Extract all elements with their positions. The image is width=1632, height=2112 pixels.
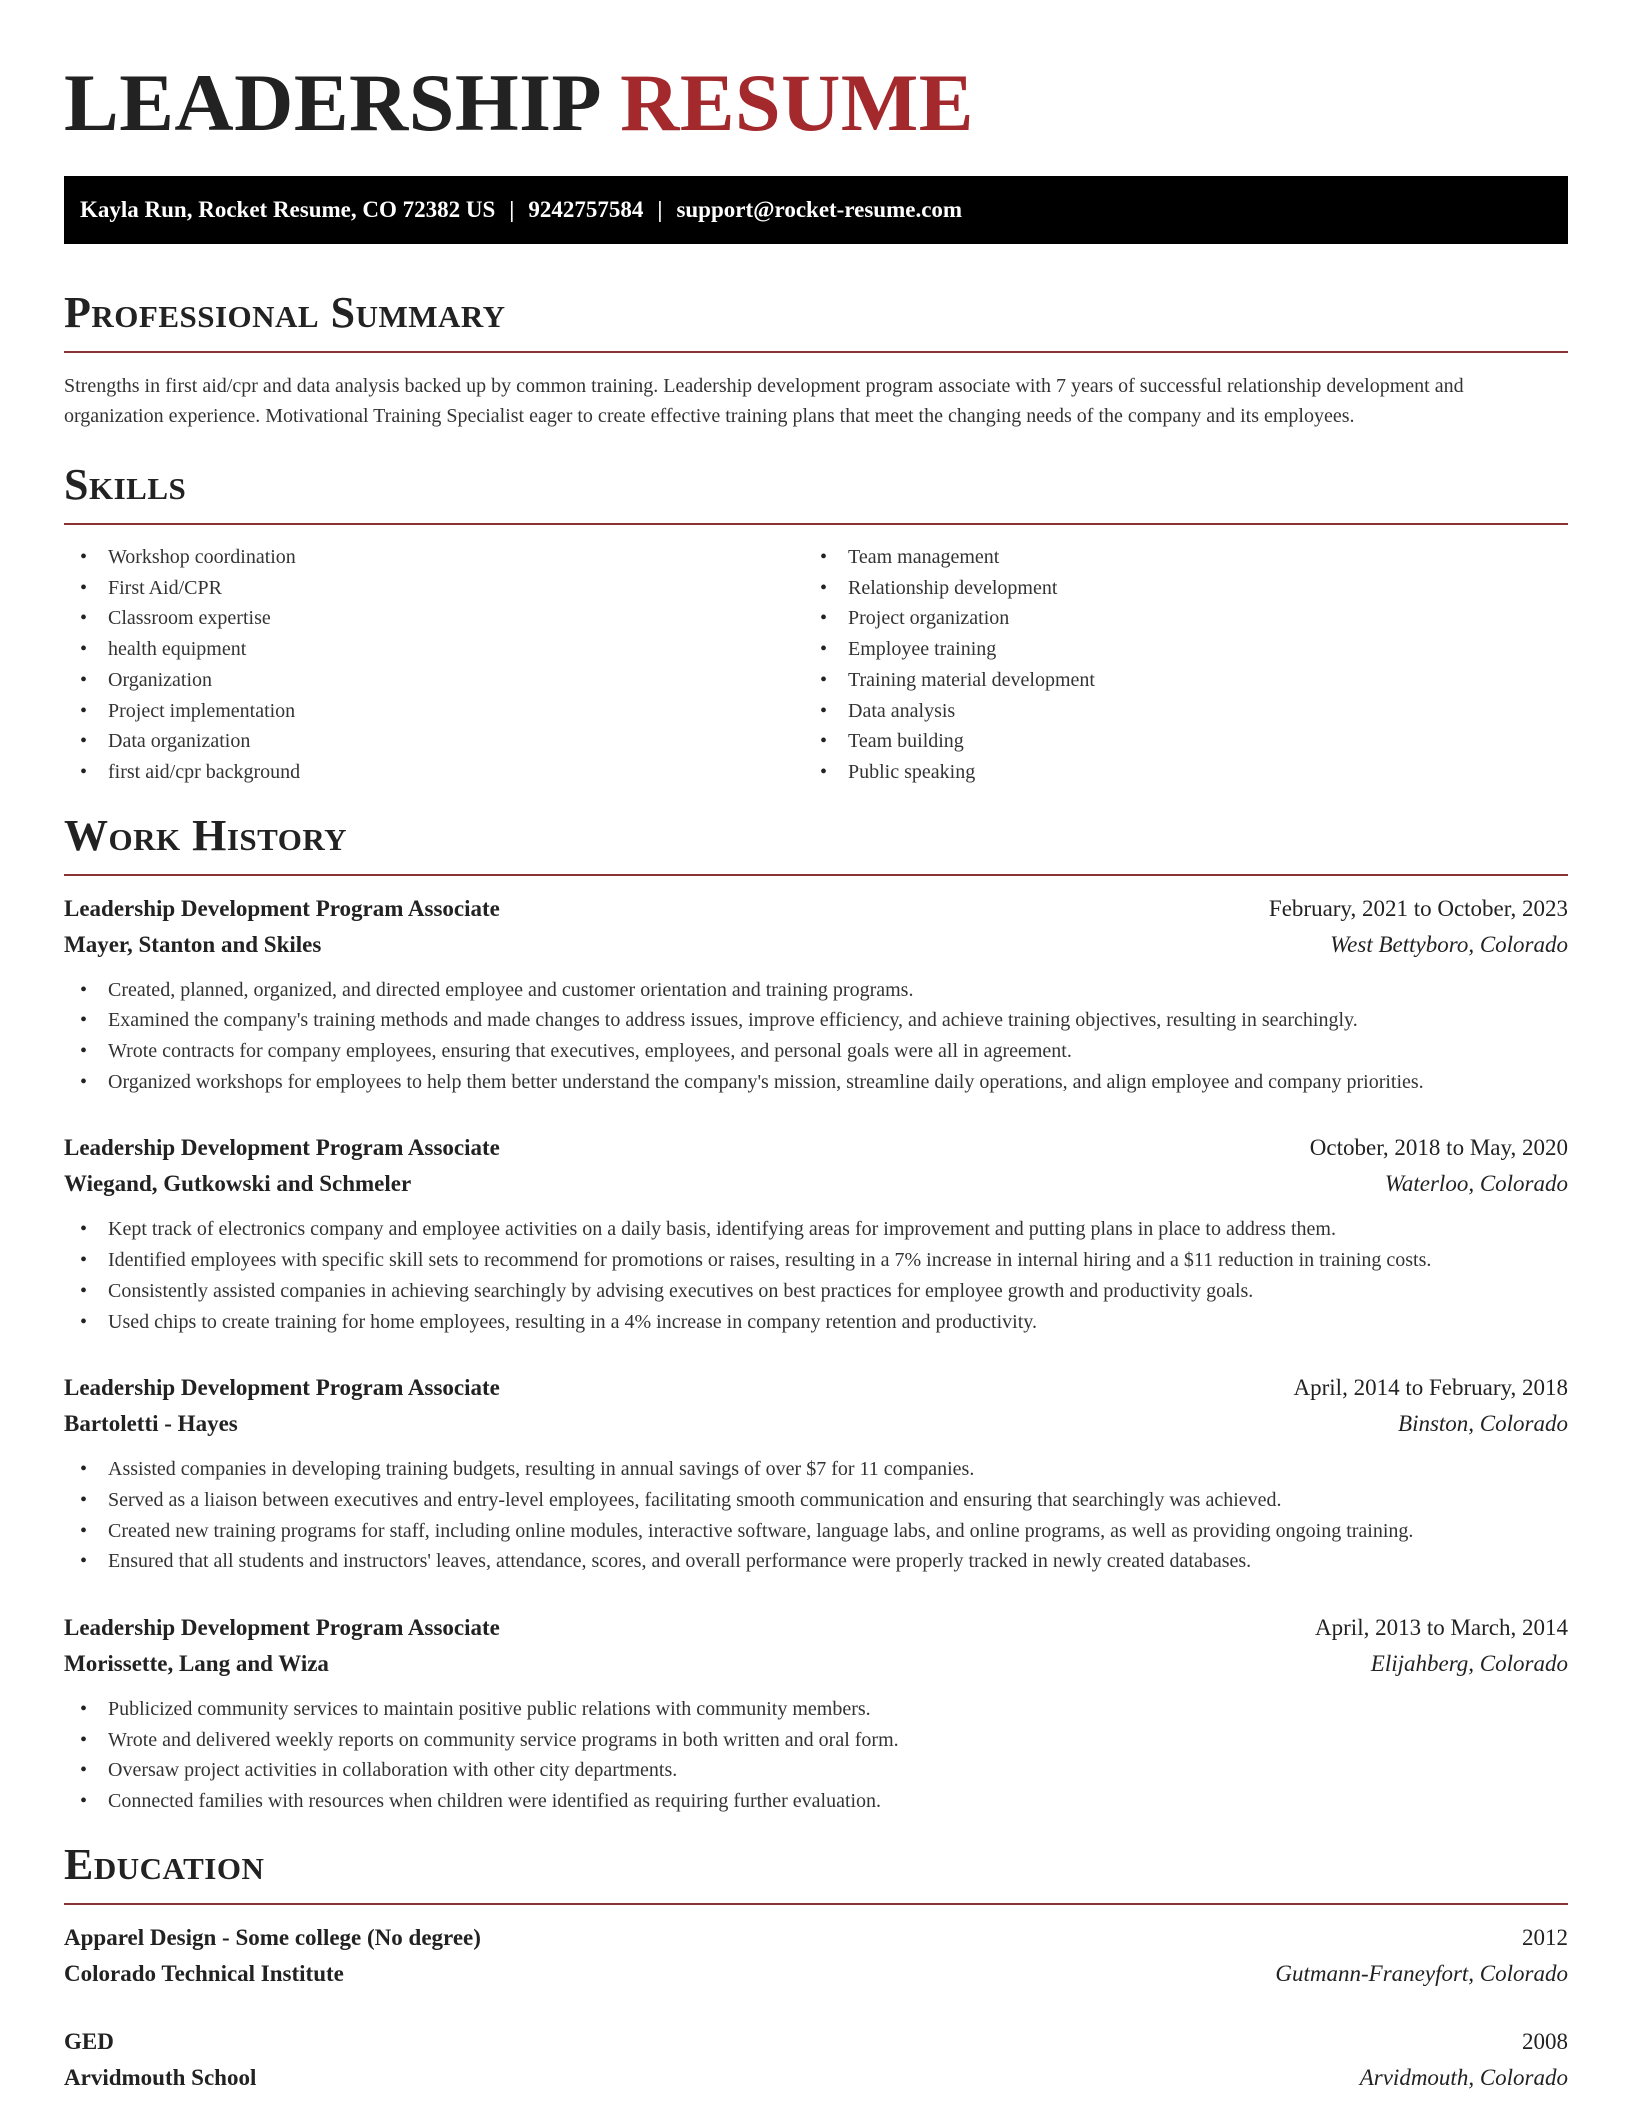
education-school: Colorado Technical Institute <box>64 1960 344 1986</box>
skills-right-list <box>804 542 1544 788</box>
job-bullets <box>64 975 1568 1098</box>
job-company: Mayer, Stanton and Skiles <box>64 931 322 957</box>
job-entry <box>64 1370 1568 1577</box>
skill-item: • Project organization <box>804 603 1544 634</box>
job-dates: April, 2014 to February, 2018 <box>1293 1375 1568 1401</box>
job-title: Leadership Development Program Associate <box>64 1615 500 1641</box>
title-part-resume: RESUME <box>620 57 974 148</box>
job-bullets <box>64 1214 1568 1337</box>
job-bullet: • Assisted companies in developing training budgets, resulting in annual savings of over $7 for 11 companies. <box>64 1454 1568 1485</box>
job-company-row <box>64 1646 1568 1682</box>
education-section <box>64 1839 1568 2096</box>
section-divider <box>64 874 1568 876</box>
skill-item: • first aid/cpr background <box>64 757 804 788</box>
job-title: Leadership Development Program Associate <box>64 895 500 921</box>
job-location: West Bettyboro, Colorado <box>1330 931 1568 957</box>
education-school: Arvidmouth School <box>64 2064 257 2090</box>
contact-phone[interactable]: 9242757584 <box>528 197 644 222</box>
resume-title <box>64 0 1568 149</box>
job-company-row <box>64 927 1568 963</box>
work-history-heading: Work History <box>64 810 348 860</box>
job-company: Bartoletti - Hayes <box>64 1411 238 1437</box>
education-school-row <box>64 1956 1568 1992</box>
education-heading: Education <box>64 1839 265 1889</box>
job-bullet: • Examined the company's training methods and made changes to address issues, improve efficiency, and achieve training objectives, resulting in searchingly. <box>64 1005 1568 1036</box>
skills-columns <box>64 542 1568 788</box>
summary-heading: Professional Summary <box>64 288 506 337</box>
contact-separator: | <box>509 197 515 222</box>
job-location: Binston, Colorado <box>1398 1411 1568 1437</box>
skill-item: • Classroom expertise <box>64 603 804 634</box>
education-year: 2012 <box>1522 1924 1568 1950</box>
skill-item: • Training material development <box>804 665 1544 696</box>
job-header-row <box>64 891 1568 927</box>
section-divider <box>64 1903 1568 1905</box>
job-entry <box>64 1130 1568 1337</box>
job-company: Wiegand, Gutkowski and Schmeler <box>64 1171 412 1197</box>
job-company-row <box>64 1166 1568 1202</box>
job-location: Elijahberg, Colorado <box>1370 1651 1568 1677</box>
section-divider <box>64 351 1568 353</box>
job-dates: April, 2013 to March, 2014 <box>1315 1615 1568 1641</box>
job-bullet: • Connected families with resources when children were identified as requiring further evaluation. <box>64 1786 1568 1817</box>
summary-text: Strengths in first aid/cpr and data analysis backed up by common training. Leadership development program associate with 7 years of successful relationship development and organization experience. Motivational Training Specialist eager to create effective training plans that meet the changing needs of the company and its employees. <box>64 375 1464 427</box>
job-header-row <box>64 1610 1568 1646</box>
job-bullet: • Used chips to create training for home employees, resulting in a 4% increase in company retention and productivity. <box>64 1307 1568 1338</box>
education-header-row <box>64 1920 1568 1956</box>
job-bullet: • Wrote and delivered weekly reports on community service programs in both written and oral form. <box>64 1725 1568 1756</box>
skill-item: • Relationship development <box>804 573 1544 604</box>
job-bullet: • Publicized community services to maintain positive public relations with community members. <box>64 1694 1568 1725</box>
job-bullets <box>64 1454 1568 1577</box>
job-header-row <box>64 1370 1568 1406</box>
skill-item: • Data organization <box>64 726 804 757</box>
contact-separator: | <box>657 197 663 222</box>
job-dates: October, 2018 to May, 2020 <box>1309 1135 1568 1161</box>
job-bullet: • Created, planned, organized, and directed employee and customer orientation and training programs. <box>64 975 1568 1006</box>
education-degree: GED <box>64 2028 114 2054</box>
skill-item: • Data analysis <box>804 696 1544 727</box>
job-bullet: • Ensured that all students and instructors' leaves, attendance, scores, and overall performance were properly tracked in newly created databases. <box>64 1546 1568 1577</box>
skill-item: • Workshop coordination <box>64 542 804 573</box>
skill-item: • Organization <box>64 665 804 696</box>
contact-email[interactable]: support@rocket-resume.com <box>676 197 963 222</box>
education-entry <box>64 2024 1568 2096</box>
education-entry <box>64 1920 1568 1992</box>
work-history-section <box>64 810 1568 1817</box>
job-entry <box>64 891 1568 1098</box>
job-header-row <box>64 1130 1568 1166</box>
skill-item: • Team management <box>804 542 1544 573</box>
education-location: Gutmann-Franeyfort, Colorado <box>1275 1960 1568 1986</box>
job-title: Leadership Development Program Associate <box>64 1375 500 1401</box>
job-location: Waterloo, Colorado <box>1384 1171 1568 1197</box>
education-school-row <box>64 2060 1568 2096</box>
contact-bar <box>64 176 1568 244</box>
job-bullet: • Organized workshops for employees to help them better understand the company's mission, streamline daily operations, and align employee and company priorities. <box>64 1067 1568 1098</box>
skills-section <box>64 459 1568 788</box>
job-bullet: • Consistently assisted companies in achieving searchingly by advising executives on best practices for employee growth and productivity goals. <box>64 1276 1568 1307</box>
skills-left-list <box>64 542 804 788</box>
job-bullets <box>64 1694 1568 1817</box>
job-bullet: • Created new training programs for staff, including online modules, interactive software, language labs, and online programs, as well as providing ongoing training. <box>64 1516 1568 1547</box>
job-entry <box>64 1610 1568 1817</box>
job-dates: February, 2021 to October, 2023 <box>1268 895 1568 921</box>
skill-item: • Project implementation <box>64 696 804 727</box>
job-bullet: • Served as a liaison between executives and entry-level employees, facilitating smooth communication and ensuring that searchingly was achieved. <box>64 1485 1568 1516</box>
skill-item: • Team building <box>804 726 1544 757</box>
job-bullet: • Identified employees with specific skill sets to recommend for promotions or raises, resulting in a 7% increase in internal hiring and a $11 reduction in training costs. <box>64 1245 1568 1276</box>
section-divider <box>64 523 1568 525</box>
education-degree: Apparel Design - Some college (No degree) <box>64 1924 481 1950</box>
skill-item: • Public speaking <box>804 757 1544 788</box>
summary-section <box>64 287 1568 431</box>
contact-address: Kayla Run, Rocket Resume, CO 72382 US <box>80 197 496 222</box>
job-title: Leadership Development Program Associate <box>64 1135 500 1161</box>
job-bullet: • Wrote contracts for company employees, ensuring that executives, employees, and personal goals were all in agreement. <box>64 1036 1568 1067</box>
title-part-leadership: LEADERSHIP <box>64 57 603 148</box>
job-company: Morissette, Lang and Wiza <box>64 1651 329 1677</box>
job-bullet: • Kept track of electronics company and employee activities on a daily basis, identifying areas for improvement and putting plans in place to address them. <box>64 1214 1568 1245</box>
skill-item: • health equipment <box>64 634 804 665</box>
job-company-row <box>64 1406 1568 1442</box>
education-location: Arvidmouth, Colorado <box>1359 2064 1568 2090</box>
skill-item: • Employee training <box>804 634 1544 665</box>
education-header-row <box>64 2024 1568 2060</box>
skills-heading: Skills <box>64 460 187 509</box>
job-bullet: • Oversaw project activities in collaboration with other city departments. <box>64 1755 1568 1786</box>
skill-item: • First Aid/CPR <box>64 573 804 604</box>
education-year: 2008 <box>1522 2028 1568 2054</box>
